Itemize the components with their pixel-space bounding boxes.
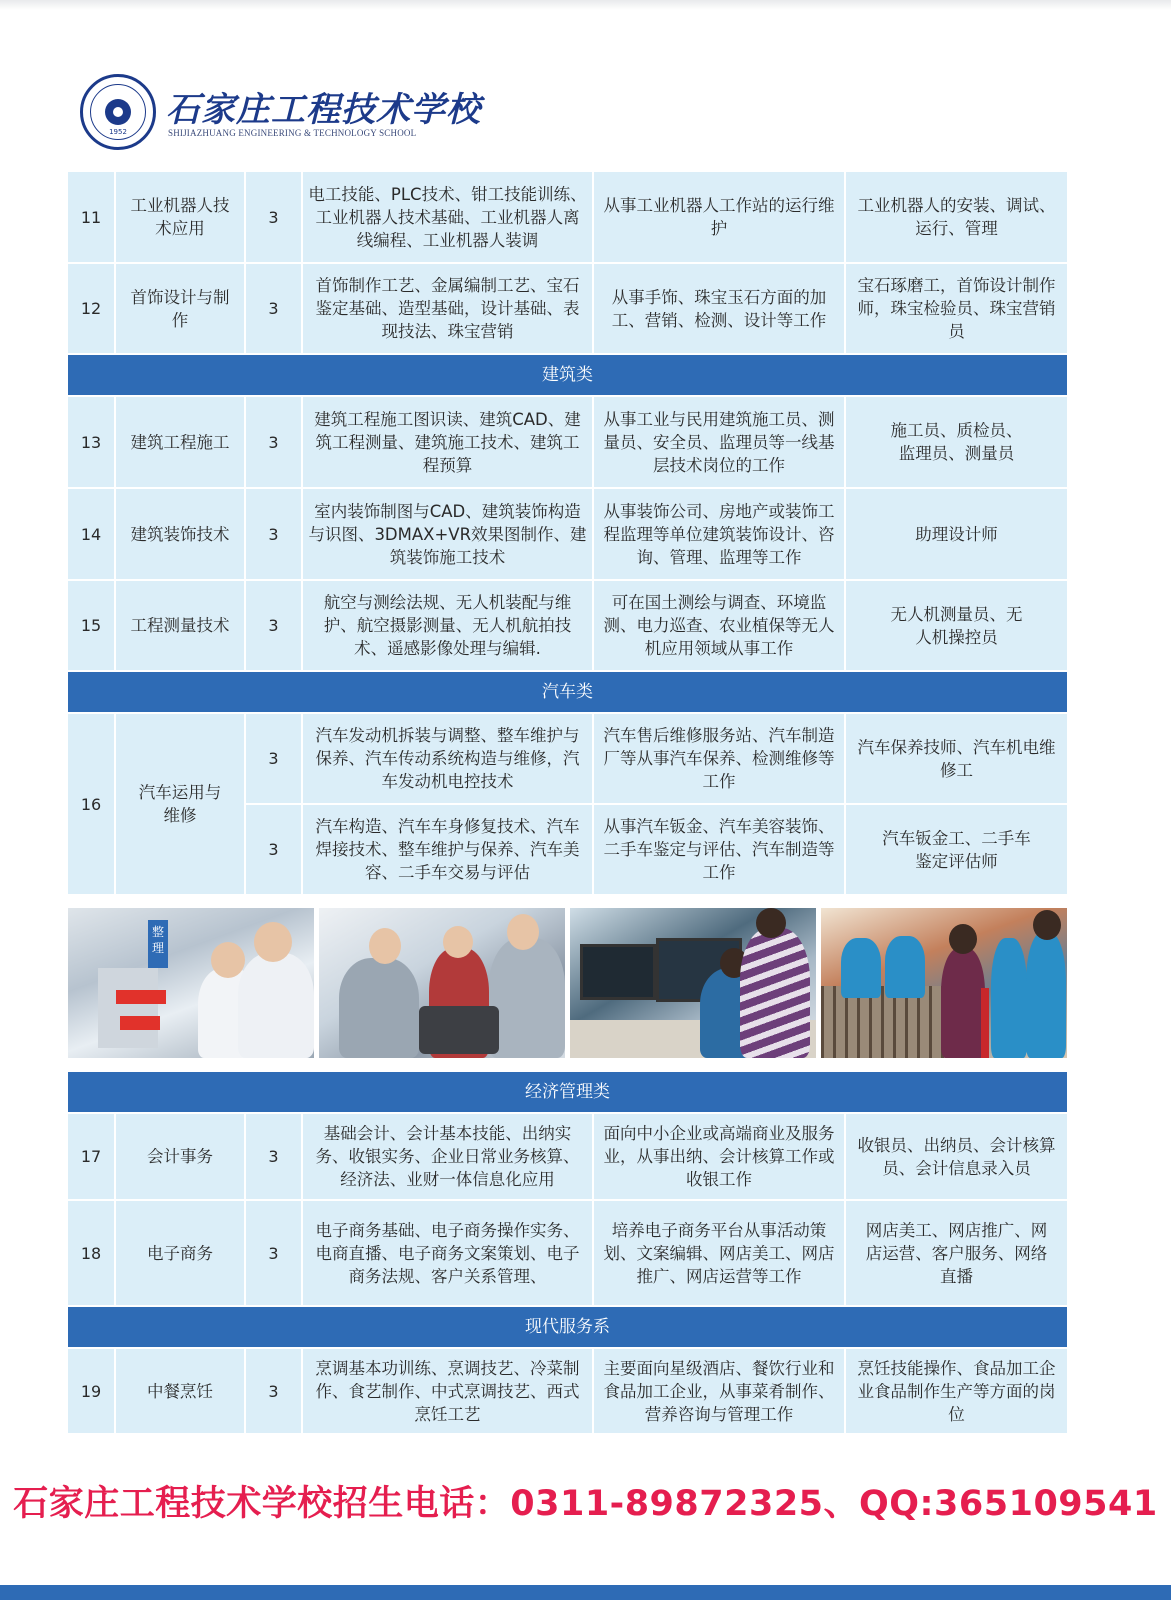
study-years: 3 — [246, 1114, 303, 1201]
photo-students-workshop — [68, 908, 314, 1058]
photo-engine-training — [319, 908, 565, 1058]
major-number: 18 — [68, 1201, 116, 1307]
employment-direction: 从事手饰、珠宝玉石方面的加工、营销、检测、设计等工作 — [594, 264, 846, 355]
study-years: 3 — [246, 805, 303, 896]
workshop-sign: 整理 — [148, 920, 168, 968]
major-name: 建筑装饰技术 — [116, 489, 246, 581]
major-number: 11 — [68, 172, 116, 264]
major-number: 17 — [68, 1114, 116, 1201]
major-name: 首饰设计与制作 — [116, 264, 246, 355]
photo-strip — [68, 908, 1067, 1058]
majors-table-top — [68, 172, 1067, 896]
major-name: 中餐烹饪 — [116, 1349, 246, 1435]
main-courses: 烹调基本功训练、烹调技艺、冷菜制作、食艺制作、中式烹调技艺、西式烹饪工艺 — [303, 1349, 594, 1435]
job-positions: 无人机测量员、无人机操控员 — [846, 581, 1067, 672]
category-row — [68, 1307, 1067, 1349]
major-number: 13 — [68, 397, 116, 489]
job-positions: 网店美工、网店推广、网店运营、客户服务、网络直播 — [846, 1201, 1067, 1307]
job-positions: 烹饪技能操作、食品加工企业食品制作生产等方面的岗位 — [846, 1349, 1067, 1435]
employment-direction: 主要面向星级酒店、餐饮行业和食品加工企业，从事菜肴制作、营养咨询与管理工作 — [594, 1349, 846, 1435]
job-positions: 汽车钣金工、二手车鉴定评估师 — [846, 805, 1067, 896]
major-name: 会计事务 — [116, 1114, 246, 1201]
major-number: 14 — [68, 489, 116, 581]
main-courses: 首饰制作工艺、金属编制工艺、宝石鉴定基础、造型基础，设计基础、表现技法、珠宝营销 — [303, 264, 594, 355]
major-number: 19 — [68, 1349, 116, 1435]
table-row — [68, 397, 1067, 489]
main-courses: 航空与测绘法规、无人机装配与维护、航空摄影测量、无人机航拍技术、遥感影像处理与编辑. — [303, 581, 594, 672]
table-row — [68, 1114, 1067, 1201]
job-positions: 助理设计师 — [846, 489, 1067, 581]
study-years: 3 — [246, 581, 303, 672]
photo-rebar-training — [821, 908, 1067, 1058]
job-positions: 汽车保养技师、汽车机电维修工 — [846, 714, 1067, 805]
job-positions: 施工员、质检员、监理员、测量员 — [846, 397, 1067, 489]
main-courses: 汽车发动机拆装与调整、整车维护与保养、汽车传动系统构造与维修，汽车发动机电控技术 — [303, 714, 594, 805]
study-years: 3 — [246, 264, 303, 355]
job-positions: 工业机器人的安装、调试、运行、管理 — [846, 172, 1067, 264]
main-courses: 室内装饰制图与CAD、建筑装饰构造与识图、3DMAX+VR效果图制作、建筑装饰施工技术 — [303, 489, 594, 581]
table-row — [68, 581, 1067, 672]
employment-direction: 从事汽车钣金、汽车美容装饰、二手车鉴定与评估、汽车制造等工作 — [594, 805, 846, 896]
employment-direction: 汽车售后维修服务站、汽车制造厂等从事汽车保养、检测维修等工作 — [594, 714, 846, 805]
table-row — [68, 489, 1067, 581]
major-name: 工程测量技术 — [116, 581, 246, 672]
major-number: 16 — [68, 714, 116, 896]
study-years: 3 — [246, 172, 303, 264]
main-courses: 电工技能、PLC技术、钳工技能训练、工业机器人技术基础、工业机器人离线编程、工业机器人装调 — [303, 172, 594, 264]
school-seal-logo — [80, 74, 156, 150]
major-name: 建筑工程施工 — [116, 397, 246, 489]
main-courses: 基础会计、会计基本技能、出纳实务、收银实务、企业日常业务核算、经济法、业财一体信息化应用 — [303, 1114, 594, 1201]
major-number: 15 — [68, 581, 116, 672]
school-name-cn: 石家庄工程技术学校 — [166, 90, 481, 130]
category-row — [68, 672, 1067, 714]
bottom-bar — [0, 1585, 1171, 1600]
major-name: 工业机器人技术应用 — [116, 172, 246, 264]
major-name: 电子商务 — [116, 1201, 246, 1307]
employment-direction: 从事工业机器人工作站的运行维护 — [594, 172, 846, 264]
category-row — [68, 355, 1067, 397]
employment-direction: 可在国土测绘与调查、环境监测、电力巡查、农业植保等无人机应用领域从事工作 — [594, 581, 846, 672]
school-name-en: SHIJIAZHUANG ENGINEERING & TECHNOLOGY SCHOOL — [168, 128, 417, 138]
employment-direction: 面向中小企业或高端商业及服务业，从事出纳、会计核算工作或收银工作 — [594, 1114, 846, 1201]
table-row — [68, 172, 1067, 264]
study-years: 3 — [246, 489, 303, 581]
category-title: 经济管理类 — [68, 1072, 1067, 1114]
category-title: 建筑类 — [68, 355, 1067, 397]
main-courses: 建筑工程施工图识读、建筑CAD、建筑工程测量、建筑施工技术、建筑工程预算 — [303, 397, 594, 489]
study-years: 3 — [246, 1349, 303, 1435]
major-number: 12 — [68, 264, 116, 355]
category-title: 现代服务系 — [68, 1307, 1067, 1349]
table-row — [68, 714, 1067, 805]
seal-year: 1952 — [109, 128, 127, 136]
employment-direction: 从事装饰公司、房地产或装饰工程监理等单位建筑装饰设计、咨询、管理、监理等工作 — [594, 489, 846, 581]
table-row — [68, 264, 1067, 355]
main-courses: 电子商务基础、电子商务操作实务、电商直播、电子商务文案策划、电子商务法规、客户关系管理、 — [303, 1201, 594, 1307]
study-years: 3 — [246, 397, 303, 489]
category-title: 汽车类 — [68, 672, 1067, 714]
job-positions: 宝石琢磨工，首饰设计制作师，珠宝检验员、珠宝营销员 — [846, 264, 1067, 355]
majors-table-bottom — [68, 1072, 1067, 1435]
top-shade — [0, 0, 1171, 10]
employment-direction: 培养电子商务平台从事活动策划、文案编辑、网店美工、网店推广、网店运营等工作 — [594, 1201, 846, 1307]
job-positions: 收银员、出纳员、会计核算员、会计信息录入员 — [846, 1114, 1067, 1201]
category-row — [68, 1072, 1067, 1114]
table-row — [68, 1201, 1067, 1307]
school-header — [80, 74, 481, 154]
major-name: 汽车运用与维修 — [116, 714, 246, 896]
table-row — [68, 1349, 1067, 1435]
enrollment-contact: 石家庄工程技术学校招生电话：0311-89872325、QQ:365109541 — [13, 1484, 1158, 1524]
employment-direction: 从事工业与民用建筑施工员、测量员、安全员、监理员等一线基层技术岗位的工作 — [594, 397, 846, 489]
photo-computer-lab — [570, 908, 816, 1058]
study-years: 3 — [246, 1201, 303, 1307]
main-courses: 汽车构造、汽车车身修复技术、汽车焊接技术、整车维护与保养、汽车美容、二手车交易与评估 — [303, 805, 594, 896]
study-years: 3 — [246, 714, 303, 805]
